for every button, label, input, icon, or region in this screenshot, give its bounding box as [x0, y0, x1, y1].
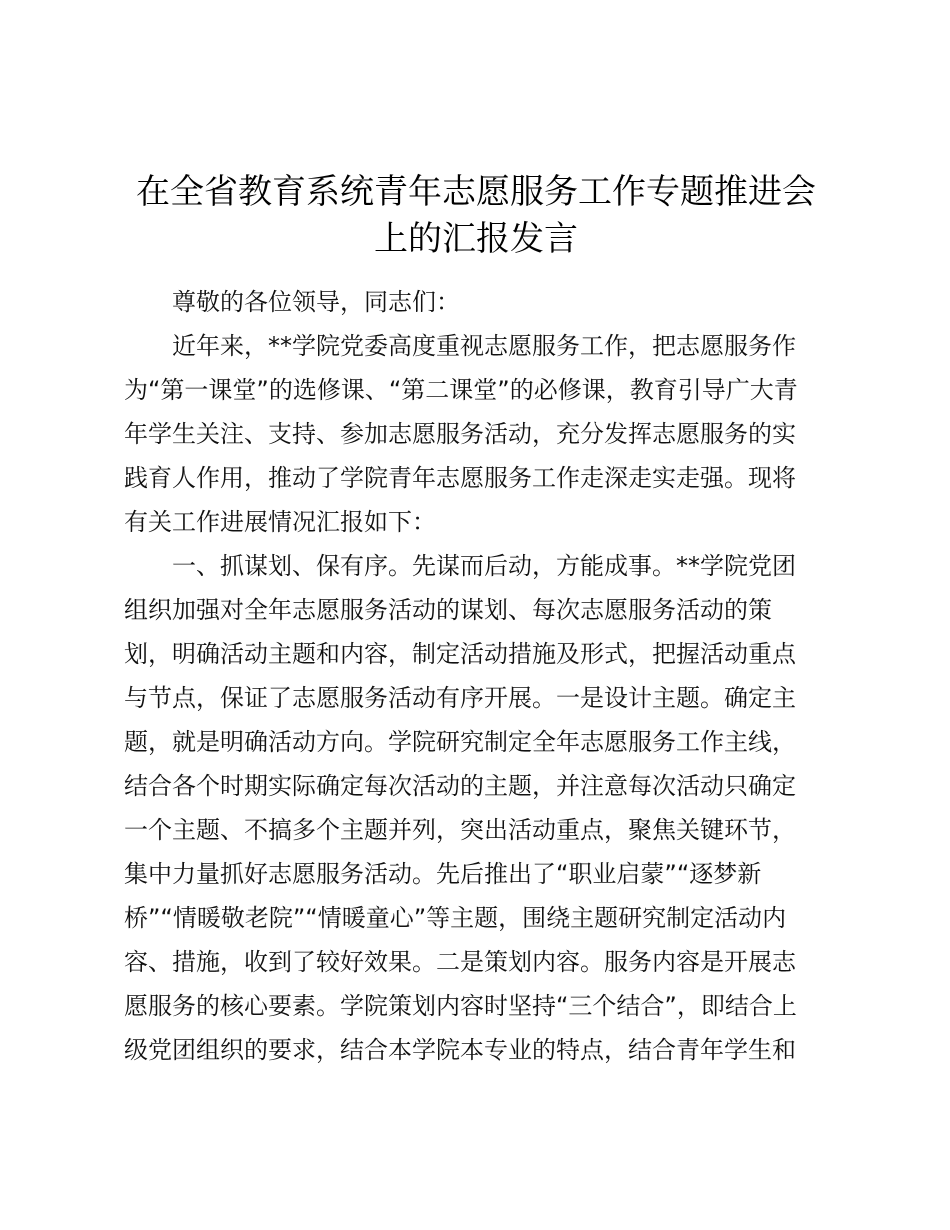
paragraph-2-line-7: 一个主题、不搞多个主题并列，突出活动重点，聚焦关键环节， — [124, 816, 796, 844]
paragraph-1-line-5: 有关工作进展情况汇报如下： — [124, 508, 436, 536]
paragraph-2-line-9: 桥”“情暖敬老院”“情暖童心”等主题，围绕主题研究制定活动内 — [124, 904, 787, 932]
paragraph-2-line-12: 级党团组织的要求，结合本学院本专业的特点，结合青年学生和 — [124, 1036, 796, 1064]
paragraph-2-line-10: 容、措施，收到了较好效果。二是策划内容。服务内容是开展志 — [124, 948, 796, 976]
document-title — [120, 169, 832, 263]
paragraph-2-line-8: 集中力量抓好志愿服务活动。先后推出了“职业启蒙”“逐梦新 — [124, 860, 762, 888]
paragraph-1-line-1: 近年来，**学院党委高度重视志愿服务工作，把志愿服务作 — [172, 332, 796, 360]
paragraph-2-line-3: 划，明确活动主题和内容，制定活动措施及形式，把握活动重点 — [124, 640, 796, 668]
paragraph-1-line-3: 年学生关注、支持、参加志愿服务活动，充分发挥志愿服务的实 — [124, 420, 796, 448]
salutation-line: 尊敬的各位领导，同志们： — [172, 288, 460, 316]
paragraph-1-line-4: 践育人作用，推动了学院青年志愿服务工作走深走实走强。现将 — [124, 464, 796, 492]
paragraph-2-line-2: 组织加强对全年志愿服务活动的谋划、每次志愿服务活动的策 — [124, 596, 772, 624]
paragraph-2-line-1: 一、抓谋划、保有序。先谋而后动，方能成事。**学院党团 — [172, 552, 796, 580]
paragraph-2-line-4: 与节点，保证了志愿服务活动有序开展。一是设计主题。确定主 — [124, 684, 796, 712]
paragraph-2-line-11: 愿服务的核心要素。学院策划内容时坚持“三个结合”，即结合上 — [124, 992, 797, 1020]
title-line-1: 在全省教育系统青年志愿服务工作专题推进会 — [136, 172, 816, 212]
paragraph-1-line-2: 为“第一课堂”的选修课、“第二课堂”的必修课，教育引导广大青 — [124, 376, 798, 404]
paragraph-2-line-6: 结合各个时期实际确定每次活动的主题，并注意每次活动只确定 — [124, 772, 796, 800]
title-line-2: 上的汇报发言 — [374, 219, 578, 259]
paragraph-2-line-5: 题，就是明确活动方向。学院研究制定全年志愿服务工作主线， — [124, 728, 796, 756]
